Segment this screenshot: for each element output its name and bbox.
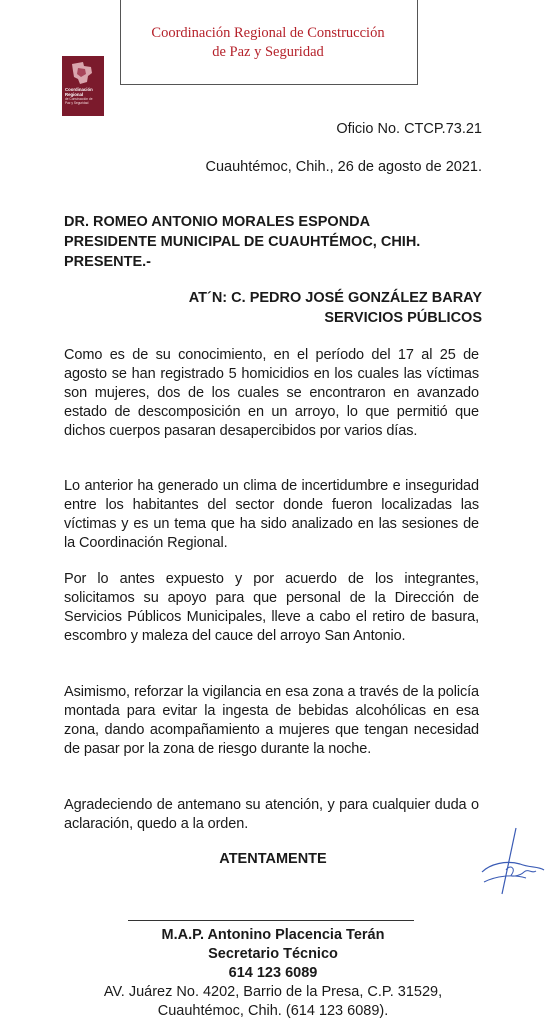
signature-line xyxy=(128,920,414,921)
logo-subtext-line1: de Construcción de xyxy=(65,97,93,101)
recipient-title: PRESIDENTE MUNICIPAL DE CUAUHTÉMOC, CHIH. xyxy=(64,234,421,250)
recipient-name: DR. ROMEO ANTONIO MORALES ESPONDA xyxy=(64,214,371,230)
logo-text-line1: Coordinación xyxy=(65,87,93,92)
signer-name: M.A.P. Antonino Placencia Terán xyxy=(161,927,385,943)
signature-block xyxy=(0,926,546,1021)
closing-atentamente: ATENTAMENTE xyxy=(219,851,327,867)
body-paragraph-5: Agradeciendo de antemano su atención, y para cualquier duda o aclaración, quedo a la orden. xyxy=(64,797,479,832)
attention-block xyxy=(102,288,482,328)
signer-position: Secretario Técnico xyxy=(208,946,338,962)
header-title-line1: Coordinación Regional de Construcción xyxy=(151,25,385,41)
logo-subtext xyxy=(65,97,105,105)
letter-place-date: Cuauhtémoc, Chih., 26 de agosto de 2021. xyxy=(205,159,482,175)
logo-text xyxy=(65,87,105,97)
body-paragraph-3: Por lo antes expuesto y por acuerdo de los integrantes, solicitamos su apoyo para que personal de la Dirección de Servicios Públicos Municipales, lleve a cabo el retiro de basura, escombro y maleza del cauce del arroyo San Antonio. xyxy=(64,571,479,644)
attention-line2: SERVICIOS PÚBLICOS xyxy=(324,310,482,326)
signer-address-line1: AV. Juárez No. 4202, Barrio de la Presa, C.P. 31529, xyxy=(103,984,443,1000)
attention-line1: AT´N: C. PEDRO JOSÉ GONZÁLEZ BARAY xyxy=(188,290,482,306)
coordination-logo xyxy=(62,56,104,116)
header-title-line2: de Paz y Seguridad xyxy=(212,44,324,60)
body-paragraph-1: Como es de su conocimiento, en el período del 17 al 25 de agosto se han registrado 5 homicidios en los cuales las víctimas son mujeres, dos de los cuales se encontraron en avanzado estado de descomposición en un arroyo, lo que permitió que dichos cuerpos pasaran desapercibidos por varios días. xyxy=(64,347,479,439)
body-paragraph-2: Lo anterior ha generado un clima de incertidumbre e inseguridad entre los habitantes del sector donde fueron localizadas las víctimas y es un tema que ha sido analizado en las sesiones de la Coordinación Regional. xyxy=(64,478,479,551)
body-paragraph-4: Asimismo, reforzar la vigilancia en esa zona a través de la policía montada para evitar la ingesta de bebidas alcohólicas en esa zona, dando acompañamiento a mujeres que tengan necesidad de pasar por la zona de riesgo durante la noche. xyxy=(64,684,479,757)
chihuahua-state-map-icon xyxy=(69,60,95,86)
receipt-signature-scribble xyxy=(476,824,546,904)
header-title xyxy=(120,24,416,62)
logo-text-line2: Regional xyxy=(65,92,84,97)
signer-address-line2: Cuauhtémoc, Chih. (614 123 6089). xyxy=(157,1003,389,1019)
signer-phone: 614 123 6089 xyxy=(228,965,318,981)
recipient-greeting: PRESENTE.- xyxy=(64,254,152,270)
letter-reference: Oficio No. CTCP.73.21 xyxy=(336,121,482,137)
recipient-block xyxy=(64,212,484,272)
logo-subtext-line2: Paz y Seguridad xyxy=(65,101,89,105)
